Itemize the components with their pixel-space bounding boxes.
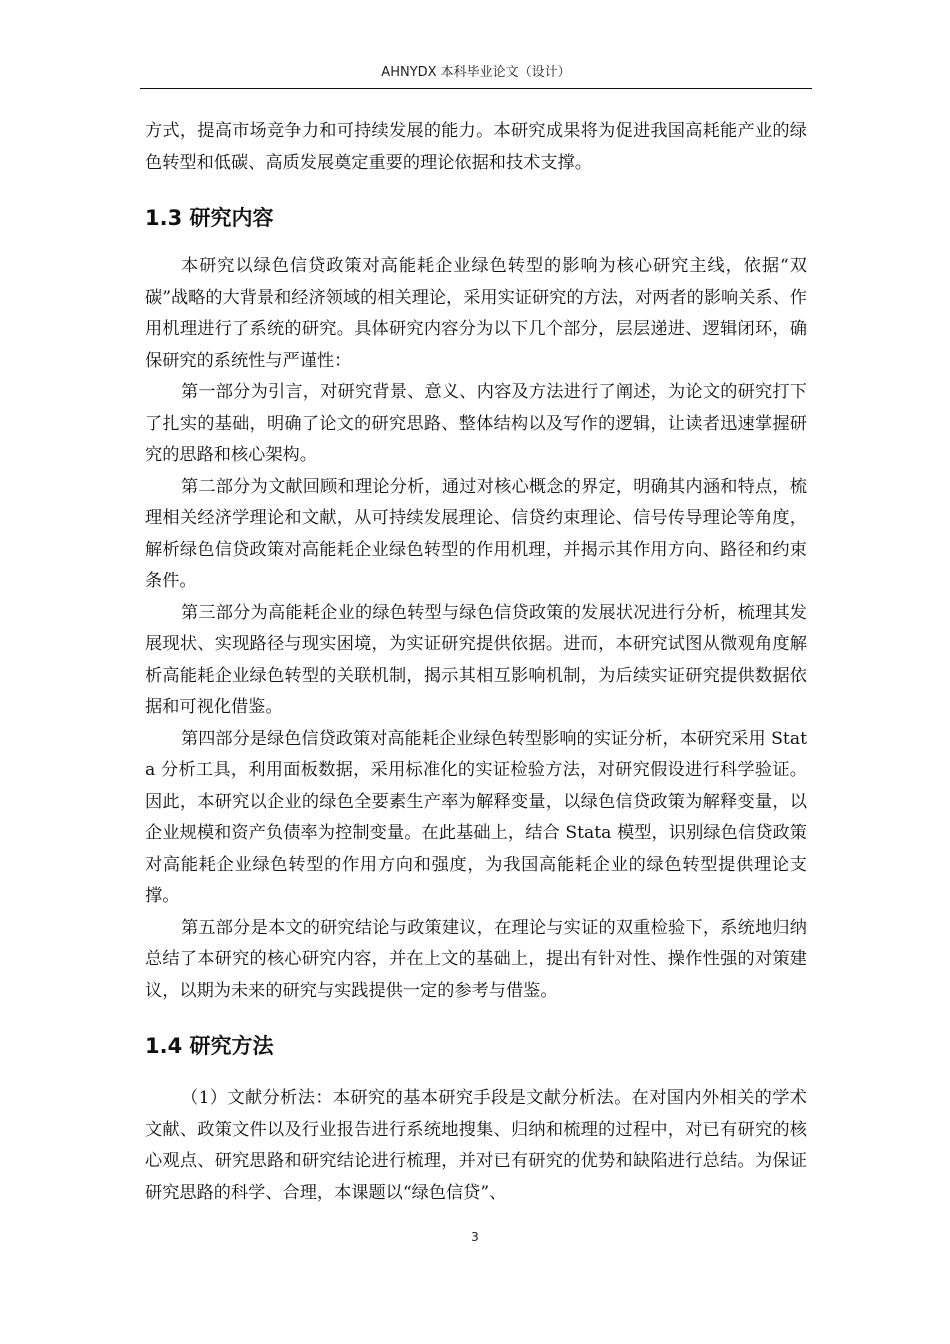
body-paragraph: （1）文献分析法：本研究的基本研究手段是文献分析法。在对国内外相关的学术文献、政策文件以及行业报告进行系统地搜集、归纳和梳理的过程中，对已有研究的核心观点、研究思路和研究结论进行梳理，并对已有研究的优势和缺陷进行总结。为保证研究思路的科学、合理，本课题以“绿色信贷”、 bbox=[145, 1088, 807, 1203]
section-heading-1-3: 1.3 研究内容 bbox=[145, 206, 274, 230]
body-paragraph: 第五部分是本文的研究结论与政策建议，在理论与实证的双重检验下，系统地归纳总结了本研究的核心研究内容，并在上文的基础上，提出有针对性、操作性强的对策建议，以期为未来的研究与实践提供一定的参考与借鉴。 bbox=[145, 917, 807, 1001]
page-header: AHNYDX 本科毕业论文（设计） bbox=[381, 65, 571, 80]
header-rule bbox=[140, 88, 812, 89]
body-paragraph: 本研究以绿色信贷政策对高能耗企业绿色转型的影响为核心研究主线，依据“双碳”战略的大背景和经济领域的相关理论，采用实证研究的方法，对两者的影响关系、作用机理进行了系统的研究。具体研究内容分为以下几个部分，层层递进、逻辑闭环，确保研究的系统性与严谨性： bbox=[145, 256, 807, 371]
body-paragraph: 第四部分是绿色信贷政策对高能耗企业绿色转型影响的实证分析，本研究采用 Stata 分析工具，利用面板数据，采用标准化的实证检验方法，对研究假设进行科学验证。因此，本研究以企业的绿色全要素生产率为解释变量，以绿色信贷政策为解释变量，以企业规模和资产负债率为控制变量。在此基础上，结合 Stata 模型，识别绿色信贷政策对高能耗企业绿色转型的作用方向和强度，为我国高能耗企业的绿色转型提供理论支撑。 bbox=[145, 728, 807, 906]
body-paragraph: 第三部分为高能耗企业的绿色转型与绿色信贷政策的发展状况进行分析，梳理其发展现状、实现路径与现实困境，为实证研究提供依据。进而，本研究试图从微观角度解析高能耗企业绿色转型的关联机制，揭示其相互影响机制，为后续实证研究提供数据依据和可视化借鉴。 bbox=[145, 602, 807, 717]
document-body bbox=[145, 116, 807, 1209]
body-paragraph: 方式，提高市场竞争力和可持续发展的能力。本研究成果将为促进我国高耗能产业的绿色转型和低碳、高质发展奠定重要的理论依据和技术支撑。 bbox=[145, 121, 807, 173]
body-paragraph: 第二部分为文献回顾和理论分析，通过对核心概念的界定，明确其内涵和特点，梳理相关经济学理论和文献，从可持续发展理论、信贷约束理论、信号传导理论等角度，解析绿色信贷政策对高能耗企业绿色转型的作用机理，并揭示其作用方向、路径和约束条件。 bbox=[145, 476, 807, 591]
page-number: 3 bbox=[471, 1230, 479, 1244]
section-heading-1-4: 1.4 研究方法 bbox=[145, 1034, 274, 1058]
body-paragraph: 第一部分为引言，对研究背景、意义、内容及方法进行了阐述，为论文的研究打下了扎实的基础，明确了论文的研究思路、整体结构以及写作的逻辑，让读者迅速掌握研究的思路和核心架构。 bbox=[145, 382, 807, 465]
